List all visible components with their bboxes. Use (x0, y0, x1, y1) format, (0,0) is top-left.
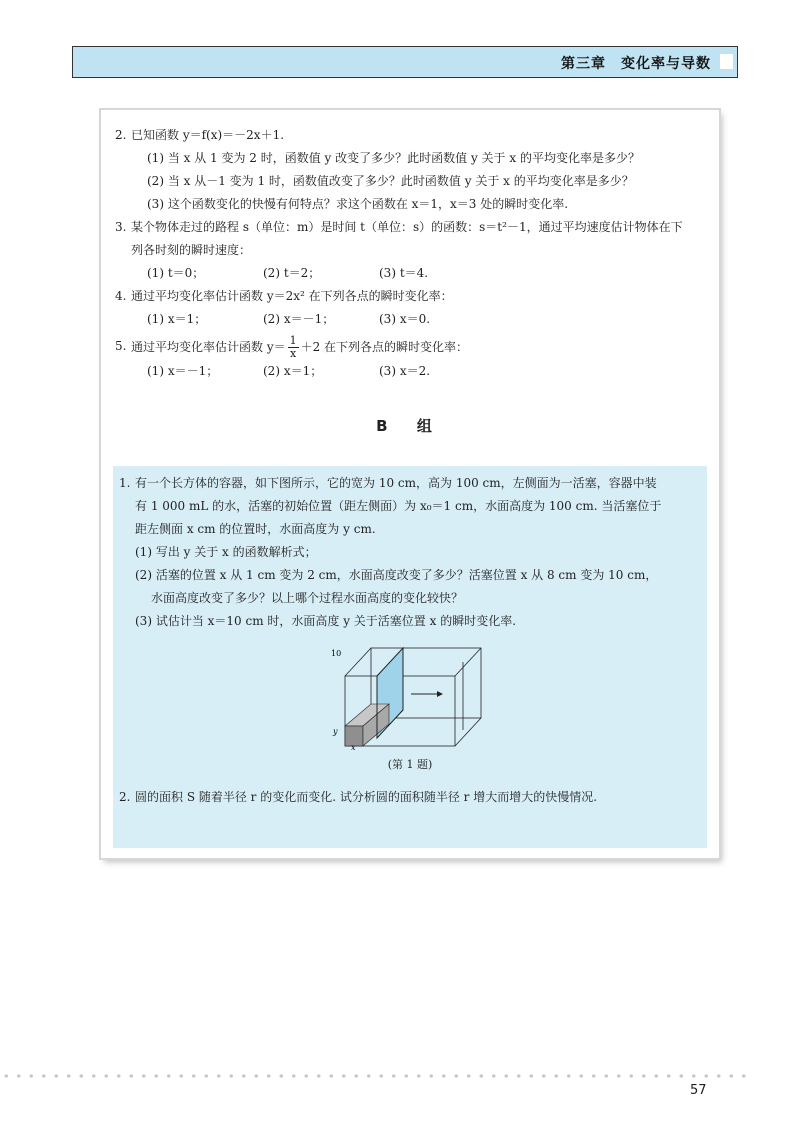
stem-text: 通过平均变化率估计函数 y＝ (131, 340, 286, 354)
exercise-options (147, 360, 705, 383)
exercise-subquestion: (3) 这个函数变化的快慢有何特点？求这个函数在 x＝1，x＝3 处的瞬时变化率. (147, 197, 569, 211)
exercise-5 (115, 335, 705, 383)
exercise-subquestion: (2) 当 x 从－1 变为 1 时，函数值改变了多少？此时函数值 y 关于 x 的平均变化率是多少？ (147, 174, 634, 188)
exercise-3 (115, 216, 705, 285)
exercise-options (147, 262, 705, 285)
question-text: 有 1 000 mL 的水，活塞的初始位置（距左侧面）为 x₀＝1 cm，水面高度为 100 cm. 当活塞位于 (135, 499, 662, 513)
exercise-stem-continued: 列各时刻的瞬时速度： (131, 243, 252, 257)
fraction-numerator: 1 (289, 334, 297, 347)
option: (1) x＝－1； (147, 364, 219, 378)
label-x: x (351, 743, 356, 750)
stem-text: ＋2 在下列各点的瞬时变化率： (300, 340, 469, 354)
exercise-4 (115, 285, 705, 331)
fraction-denominator: x (290, 347, 297, 360)
figure-caption: (第 1 题) (387, 758, 433, 771)
option: (3) t＝4. (379, 266, 429, 280)
label-y: y (333, 727, 338, 736)
option: (3) x＝2. (379, 364, 431, 378)
option: (1) x＝1； (147, 312, 207, 326)
chapter-header (72, 46, 738, 78)
exercise-subquestion-continued: 水面高度改变了多少？以上哪个过程水面高度的变化较快？ (151, 591, 464, 605)
depth-edge (455, 648, 481, 676)
exercise-stem: 通过平均变化率估计函数 y＝2x² 在下列各点的瞬时变化率： (131, 289, 453, 303)
fraction (288, 335, 299, 360)
exercise-subquestion: (1) 写出 y 关于 x 的函数解析式； (135, 545, 317, 559)
exercise-subquestion: (2) 活塞的位置 x 从 1 cm 变为 2 cm，水面高度改变了多少？活塞位置 x 从 8 cm 变为 10 cm， (135, 568, 658, 582)
depth-edge (345, 648, 371, 676)
footer-dotted-line (0, 1074, 750, 1078)
exercise-stem: 已知函数 y＝f(x)＝－2x＋1. (131, 128, 285, 142)
option: (3) x＝0. (379, 312, 431, 326)
group-b-title: B 组 (376, 417, 444, 435)
question-text: 圆的面积 S 随着半径 r 的变化而变化. 试分析圆的面积随半径 r 增大而增大的快慢情况. (135, 790, 598, 804)
exercise-stem: 某个物体走过的路程 s（单位：m）是时间 t（单位：s）的函数：s＝t²－1，通过平均速度估计物体在下 (131, 220, 683, 234)
exercise-number: 3. (115, 220, 127, 234)
exercise-subquestion: (1) 当 x 从 1 变为 2 时，函数值 y 改变了多少？此时函数值 y 关于 x 的平均变化率是多少？ (147, 151, 640, 165)
exercise-2 (115, 124, 705, 216)
page-number: 57 (690, 1083, 707, 1098)
option: (1) t＝0； (147, 266, 205, 280)
header-square-decoration (720, 54, 733, 69)
label-10: 10 (331, 649, 342, 658)
question-text: 有一个长方体的容器，如下图所示，它的宽为 10 cm，高为 100 cm，左侧面为一活塞，容器中装 (135, 476, 657, 490)
exercise-card (101, 110, 719, 858)
exercise-number: 1. (119, 476, 131, 490)
arrow-head (437, 691, 443, 697)
exercise-number: 2. (119, 790, 131, 804)
exercise-number: 2. (115, 128, 127, 142)
group-b-question-2 (119, 786, 699, 809)
group-b-question-1 (119, 472, 699, 633)
exercise-number: 5. (115, 339, 127, 353)
option: (2) t＝2； (263, 266, 321, 280)
exercise-number: 4. (115, 289, 127, 303)
depth-edge (455, 718, 481, 746)
container-piston-diagram (327, 642, 487, 750)
option: (2) x＝1； (263, 364, 323, 378)
exercise-list-a (115, 124, 705, 383)
question-text: 距左侧面 x cm 的位置时，水面高度为 y cm. (135, 522, 376, 536)
chapter-title: 第三章 变化率与导数 (561, 56, 711, 72)
exercise-subquestion: (3) 试估计当 x＝10 cm 时，水面高度 y 关于活塞位置 x 的瞬时变化率. (135, 614, 517, 628)
exercise-stem (131, 335, 705, 360)
group-b-box (113, 466, 707, 848)
exercise-options (147, 308, 705, 331)
option: (2) x＝－1； (263, 312, 335, 326)
